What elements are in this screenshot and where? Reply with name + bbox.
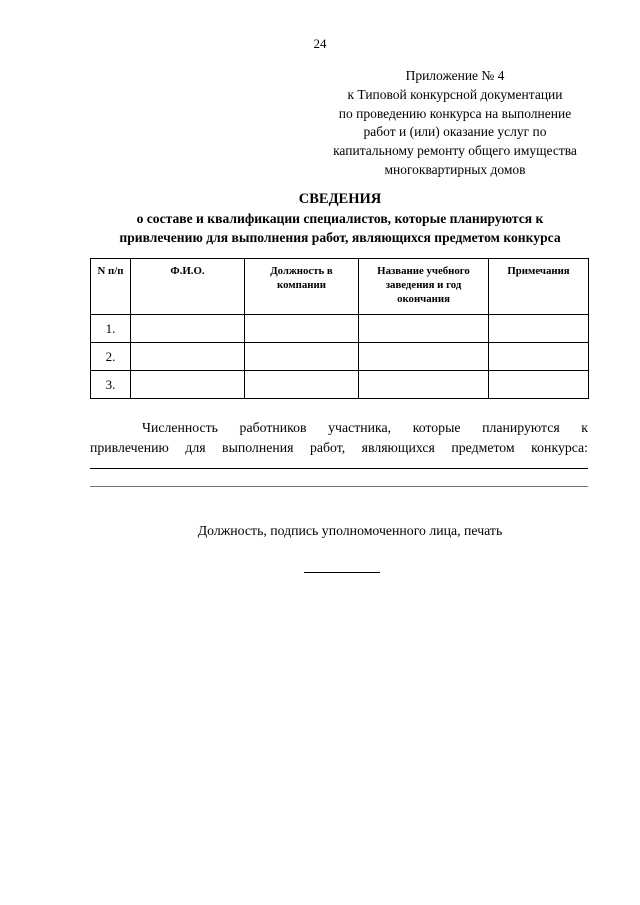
- table-row: [91, 343, 589, 371]
- appendix-line: капитальному ремонту общего имущества: [333, 143, 577, 159]
- table-cell: [245, 371, 359, 399]
- table-cell: [131, 343, 245, 371]
- column-header-position: Должность в компании: [245, 259, 359, 315]
- heading-subtitle-line: о составе и квалификации специалистов, которые планируются к: [136, 211, 544, 226]
- table-cell: [245, 315, 359, 343]
- table-cell: [131, 315, 245, 343]
- appendix-line: Приложение № 4: [405, 68, 505, 83]
- specialists-table: [90, 258, 589, 399]
- signature-line: [304, 572, 380, 573]
- column-header-number: N п/п: [91, 259, 131, 315]
- table-row: [91, 371, 589, 399]
- paragraph-line: привлечению для выполнения работ, являющихся предметом конкурса:: [90, 439, 588, 455]
- column-header-education: Название учебного заведения и год окончания: [359, 259, 489, 315]
- page-number: 24: [313, 36, 327, 51]
- column-header-name: Ф.И.О.: [131, 259, 245, 315]
- table-cell: 1.: [91, 315, 131, 343]
- table-cell: [489, 371, 589, 399]
- table-cell: [131, 371, 245, 399]
- signature-label: Должность, подпись уполномоченного лица, печать: [197, 523, 503, 538]
- document-heading: [80, 190, 600, 247]
- appendix-line: по проведению конкурса на выполнение: [338, 105, 572, 121]
- heading-subtitle-line: привлечению для выполнения работ, являющихся предметом конкурса: [119, 230, 561, 245]
- table-header-row: [91, 259, 589, 315]
- table-cell: [359, 315, 489, 343]
- table-cell: [359, 343, 489, 371]
- table-cell: [489, 315, 589, 343]
- table-cell: 3.: [91, 371, 131, 399]
- table-row: [91, 315, 589, 343]
- appendix-line: многоквартирных домов: [384, 161, 526, 177]
- appendix-line: к Типовой конкурсной документации: [347, 86, 563, 102]
- table-cell: 2.: [91, 343, 131, 371]
- table-cell: [245, 343, 359, 371]
- table-cell: [489, 343, 589, 371]
- staff-count-paragraph: [90, 418, 588, 457]
- heading-title: СВЕДЕНИЯ: [298, 191, 382, 207]
- fill-in-line: [90, 468, 588, 469]
- paragraph-line: Численность работников участника, которые планируются к: [142, 420, 588, 435]
- appendix-line: работ и (или) оказание услуг по: [363, 124, 547, 140]
- fill-in-line: [90, 486, 588, 487]
- table-cell: [359, 371, 489, 399]
- column-header-notes: Примечания: [489, 259, 589, 315]
- appendix-block: [300, 67, 610, 180]
